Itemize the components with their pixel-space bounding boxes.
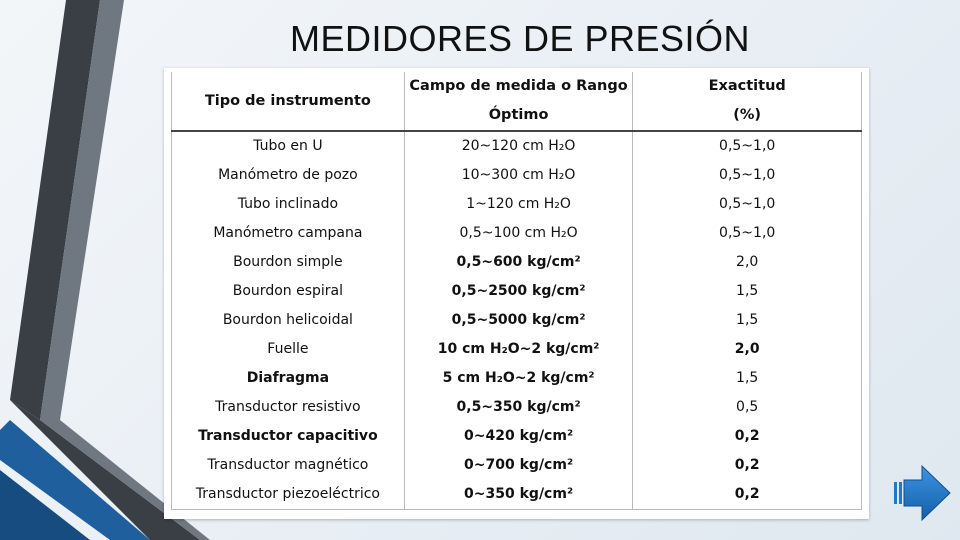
table-row xyxy=(172,306,862,335)
cell-exactitud: 0,5~1,0 xyxy=(633,190,862,219)
table-panel xyxy=(164,68,869,519)
cell-rango: 0,5~350 kg/cm² xyxy=(404,393,633,422)
header-exactitud-line1: Exactitud xyxy=(708,78,786,94)
table-row xyxy=(172,451,862,480)
table-row xyxy=(172,364,862,393)
table-row xyxy=(172,248,862,277)
cell-rango: 1~120 cm H₂O xyxy=(404,190,633,219)
cell-rango: 0,5~600 kg/cm² xyxy=(404,248,633,277)
header-rango-line2: Óptimo xyxy=(488,107,549,123)
cell-tipo: Transductor capacitivo xyxy=(172,422,405,451)
header-rango xyxy=(404,72,633,131)
table-row xyxy=(172,335,862,364)
header-exactitud-line2: (%) xyxy=(733,107,762,123)
cell-rango: 0,5~100 cm H₂O xyxy=(404,219,633,248)
table-row xyxy=(172,277,862,306)
cell-tipo: Tubo en U xyxy=(172,131,405,161)
cell-exactitud: 1,5 xyxy=(633,306,862,335)
header-exactitud xyxy=(633,72,862,131)
cell-exactitud: 0,5 xyxy=(633,393,862,422)
cell-exactitud: 2,0 xyxy=(633,248,862,277)
cell-exactitud: 1,5 xyxy=(633,277,862,306)
table-header-row xyxy=(172,72,862,131)
right-arrow-icon xyxy=(888,462,952,522)
cell-rango: 0~420 kg/cm² xyxy=(404,422,633,451)
cell-exactitud: 1,5 xyxy=(633,364,862,393)
cell-exactitud: 0,5~1,0 xyxy=(633,161,862,190)
header-rango-line1: Campo de medida o Rango xyxy=(409,78,628,94)
cell-tipo: Bourdon helicoidal xyxy=(172,306,405,335)
table-row xyxy=(172,131,862,161)
cell-tipo: Transductor magnético xyxy=(172,451,405,480)
cell-rango: 0~700 kg/cm² xyxy=(404,451,633,480)
cell-tipo: Diafragma xyxy=(172,364,405,393)
cell-tipo: Transductor resistivo xyxy=(172,393,405,422)
cell-exactitud: 0,5~1,0 xyxy=(633,219,862,248)
cell-rango: 10~300 cm H₂O xyxy=(404,161,633,190)
cell-exactitud: 2,0 xyxy=(633,335,862,364)
table-row xyxy=(172,219,862,248)
cell-rango: 0~350 kg/cm² xyxy=(404,480,633,510)
cell-tipo: Manómetro campana xyxy=(172,219,405,248)
cell-tipo: Bourdon simple xyxy=(172,248,405,277)
table-row xyxy=(172,422,862,451)
table-row xyxy=(172,190,862,219)
cell-exactitud: 0,2 xyxy=(633,451,862,480)
table-row xyxy=(172,480,862,510)
cell-tipo: Manómetro de pozo xyxy=(172,161,405,190)
cell-exactitud: 0,2 xyxy=(633,480,862,510)
cell-tipo: Bourdon espiral xyxy=(172,277,405,306)
header-tipo xyxy=(172,72,405,131)
cell-rango: 0,5~2500 kg/cm² xyxy=(404,277,633,306)
page-title: MEDIDORES DE PRESIÓN xyxy=(289,18,751,59)
cell-rango: 0,5~5000 kg/cm² xyxy=(404,306,633,335)
cell-tipo: Transductor piezoeléctrico xyxy=(172,480,405,510)
cell-exactitud: 0,5~1,0 xyxy=(633,131,862,161)
table-row xyxy=(172,393,862,422)
cell-rango: 10 cm H₂O~2 kg/cm² xyxy=(404,335,633,364)
cell-rango: 20~120 cm H₂O xyxy=(404,131,633,161)
header-tipo-label: Tipo de instrumento xyxy=(204,93,371,109)
table-row xyxy=(172,161,862,190)
next-slide-button[interactable] xyxy=(888,462,952,522)
cell-rango: 5 cm H₂O~2 kg/cm² xyxy=(404,364,633,393)
cell-tipo: Fuelle xyxy=(172,335,405,364)
pressure-instruments-table xyxy=(171,72,862,510)
cell-tipo: Tubo inclinado xyxy=(172,190,405,219)
cell-exactitud: 0,2 xyxy=(633,422,862,451)
